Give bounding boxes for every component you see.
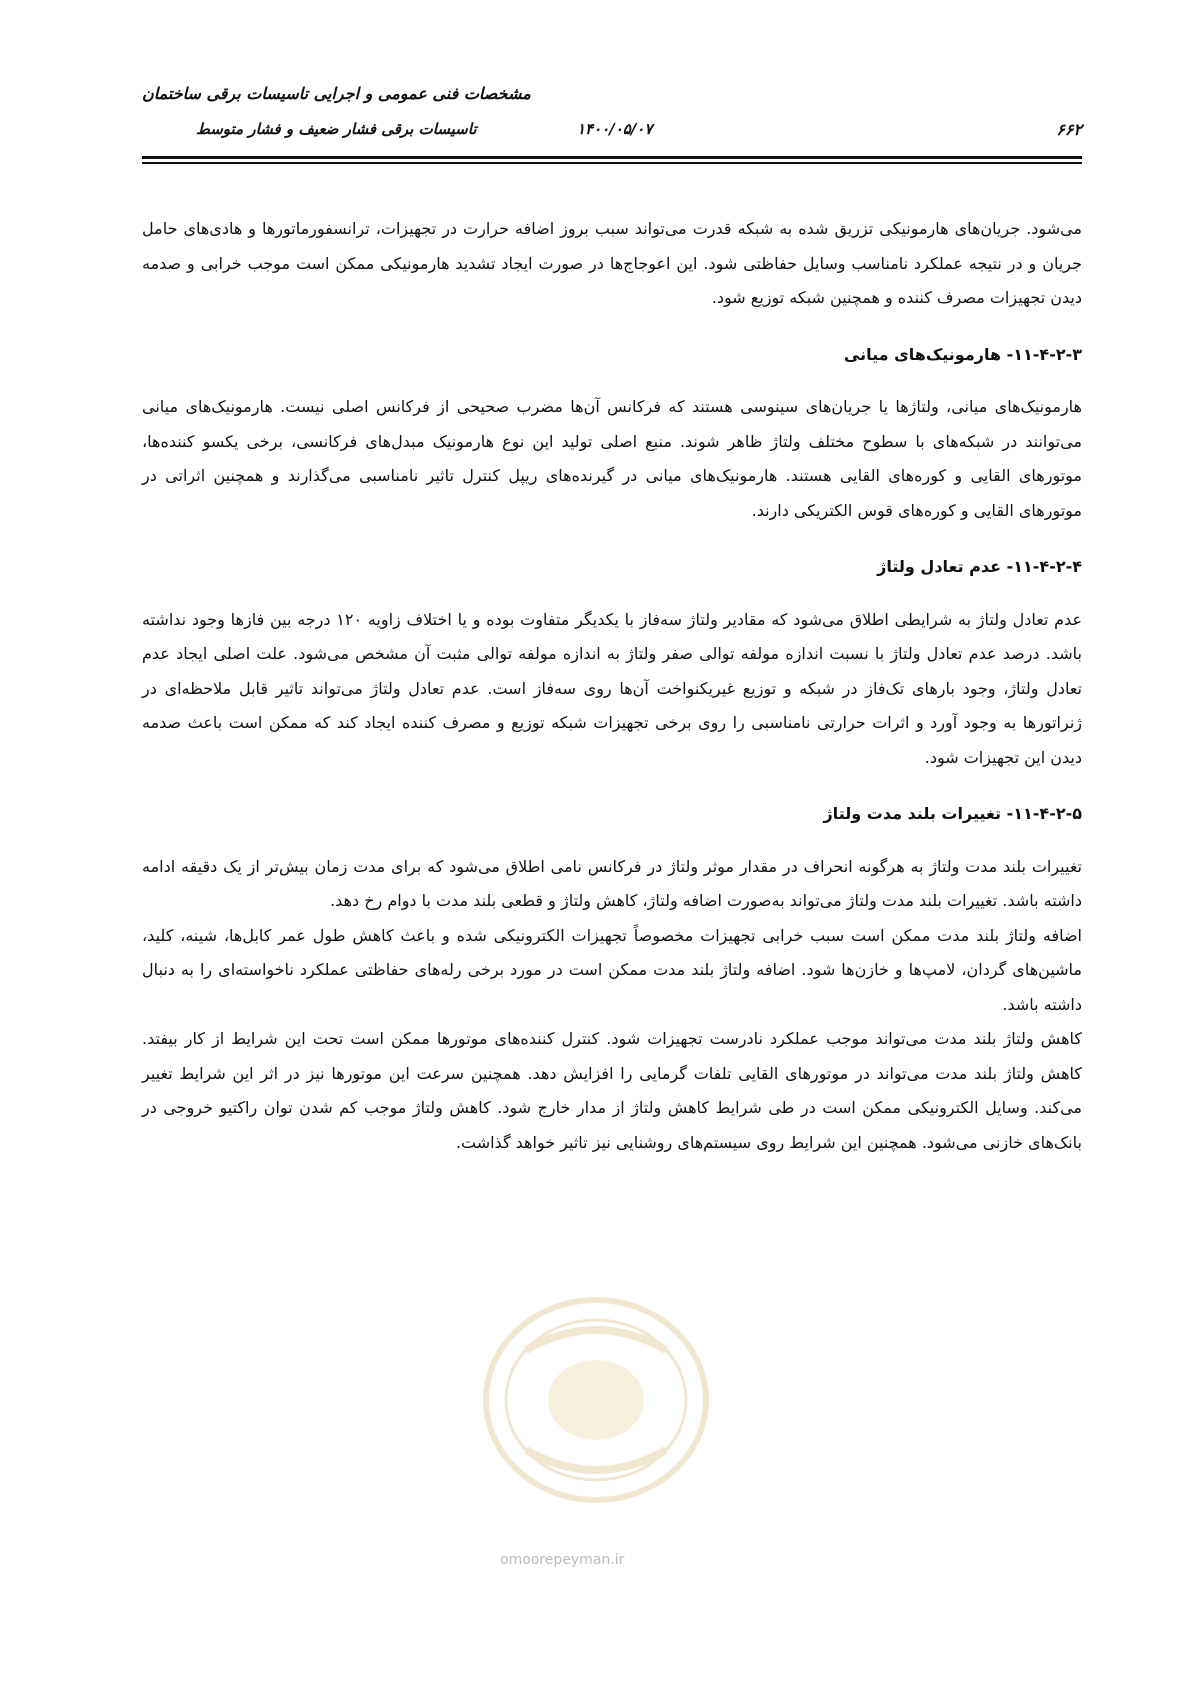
- paragraph: هارمونیک‌های میانی، ولتاژها یا جریان‌های سینوسی هستند که فرکانس آن‌ها مضرب صحیحی از فرکانس اصلی نیست. هارمونیک‌های میانی می‌توانند در شبکه‌های با سطوح مختلف ولتاژ ظاهر شوند. منبع اصلی تولید این نوع هارمونیک مبدل‌های فرکانسی، برخی یکسو کننده‌ها، موتورهای القایی و کوره‌های القایی هستند. هارمونیک‌های میانی در گیرنده‌های ریپل کنترل تاثیر نامناسبی می‌گذارند و همچنین اثراتی در موتورهای القایی و کوره‌های قوس الکتریکی دارند.: [142, 397, 1082, 520]
- paragraph: اضافه ولتاژ بلند مدت ممکن است سبب خرابی تجهیزات مخصوصاً تجهیزات الکترونیکی شده و باعث کاهش طول عمر کابل‌ها، شینه، کلید، ماشین‌های گردان، لامپ‌ها و خازن‌ها شود. اضافه ولتاژ بلند مدت ممکن است در مورد برخی رله‌های حفاظتی عملکرد ناخواسته‌ای را به دنبال داشته باشد.: [142, 925, 1082, 1014]
- seal-logo-icon: [466, 1290, 726, 1510]
- document-date: ۱۴۰۰/۰۵/۰۷: [577, 120, 653, 138]
- paragraph: می‌شود. جریان‌های هارمونیکی تزریق شده به شبکه قدرت می‌تواند سبب بروز اضافه حرارت در تجهیزات، ترانسفورماتورها و هادی‌های حامل جریان و در نتیجه عملکرد نامناسب وسایل حفاظتی شود. این اعوجاج‌ها در صورت ایجاد تشدید هارمونیکی ممکن است موجب خرابی و صدمه دیدن تجهیزات مصرف کننده و همچنین شبکه توزیع شود.: [142, 219, 1082, 307]
- header-divider-thin: [142, 162, 1082, 164]
- paragraph: کاهش ولتاژ بلند مدت می‌تواند موجب عملکرد نادرست تجهیزات شود. کنترل کننده‌های موتورها ممکن است تحت این شرایط از کار بیفتد. کاهش ولتاژ بلند مدت می‌تواند در موتورهای القایی تلفات گرمایی را افزایش دهد. همچنین سرعت این موتورها نیز در اثر این شرایط تغییر می‌کند. وسایل الکترونیکی ممکن است در طی شرایط کاهش ولتاژ از مدار خارج شود. کاهش ولتاژ موجب کم شدن توان راکتیو خروجی در بانک‌های خازنی می‌شود. همچنین این شرایط روی سیستم‌های روشنایی نیز تاثیر خواهد گذاشت.: [142, 1029, 1082, 1152]
- page-number: ۶۶۲: [1056, 120, 1082, 139]
- paragraph: عدم تعادل ولتاژ به شرایطی اطلاق می‌شود که مقادیر ولتاژ سه‌فاز با یکدیگر متفاوت بوده و یا اختلاف زاویه ۱۲۰ درجه بین فازها وجود نداشته باشد. درصد عدم تعادل ولتاژ با نسبت اندازه مولفه توالی صفر ولتاژ به اندازه مولفه توالی مثبت آن مشخص می‌شود. علت اصلی ایجاد عدم تعادل ولتاژ، وجود بارهای تک‌فاز در شبکه و توزیع غیریکنواخت آن‌ها روی سه‌فاز است. عدم تعادل ولتاژ می‌تواند تاثیر قابل ملاحظه‌ای در ژنراتورها به وجود آورد و اثرات حرارتی نامناسبی را روی برخی تجهیزات شبکه توزیع و مصرف کننده ایجاد کند که ممکن است باعث صدمه دیدن این تجهیزات شود.: [142, 609, 1083, 767]
- page-header: [142, 78, 1082, 166]
- section-heading: ۱۱-۴-۲-۳- هارمونیک‌های میانی: [843, 344, 1082, 364]
- document-title: مشخصات فنی عمومی و اجرایی تاسیسات برقی ساختمان: [142, 84, 531, 103]
- paragraph: تغییرات بلند مدت ولتاژ به هرگونه انحراف در مقدار موثر ولتاژ در فرکانس نامی اطلاق می‌شود که برای مدت زمان بیش‌تر از یک دقیقه ادامه داشته باشد. تغییرات بلند مدت ولتاژ می‌تواند به‌صورت اضافه ولتاژ، کاهش ولتاژ و قطعی بلند مدت با دوام رخ دهد.: [142, 856, 1082, 910]
- header-divider-thick: [142, 156, 1082, 159]
- document-subtitle: تاسیسات برقی فشار ضعیف و فشار متوسط: [196, 120, 477, 138]
- section-heading: ۱۱-۴-۲-۵- تغییرات بلند مدت ولتاژ: [823, 804, 1082, 823]
- page-body: [142, 212, 1082, 1160]
- watermark-text: omoorepeyman.ir: [500, 1552, 625, 1568]
- section-heading: ۱۱-۴-۲-۴- عدم تعادل ولتاژ: [877, 557, 1082, 576]
